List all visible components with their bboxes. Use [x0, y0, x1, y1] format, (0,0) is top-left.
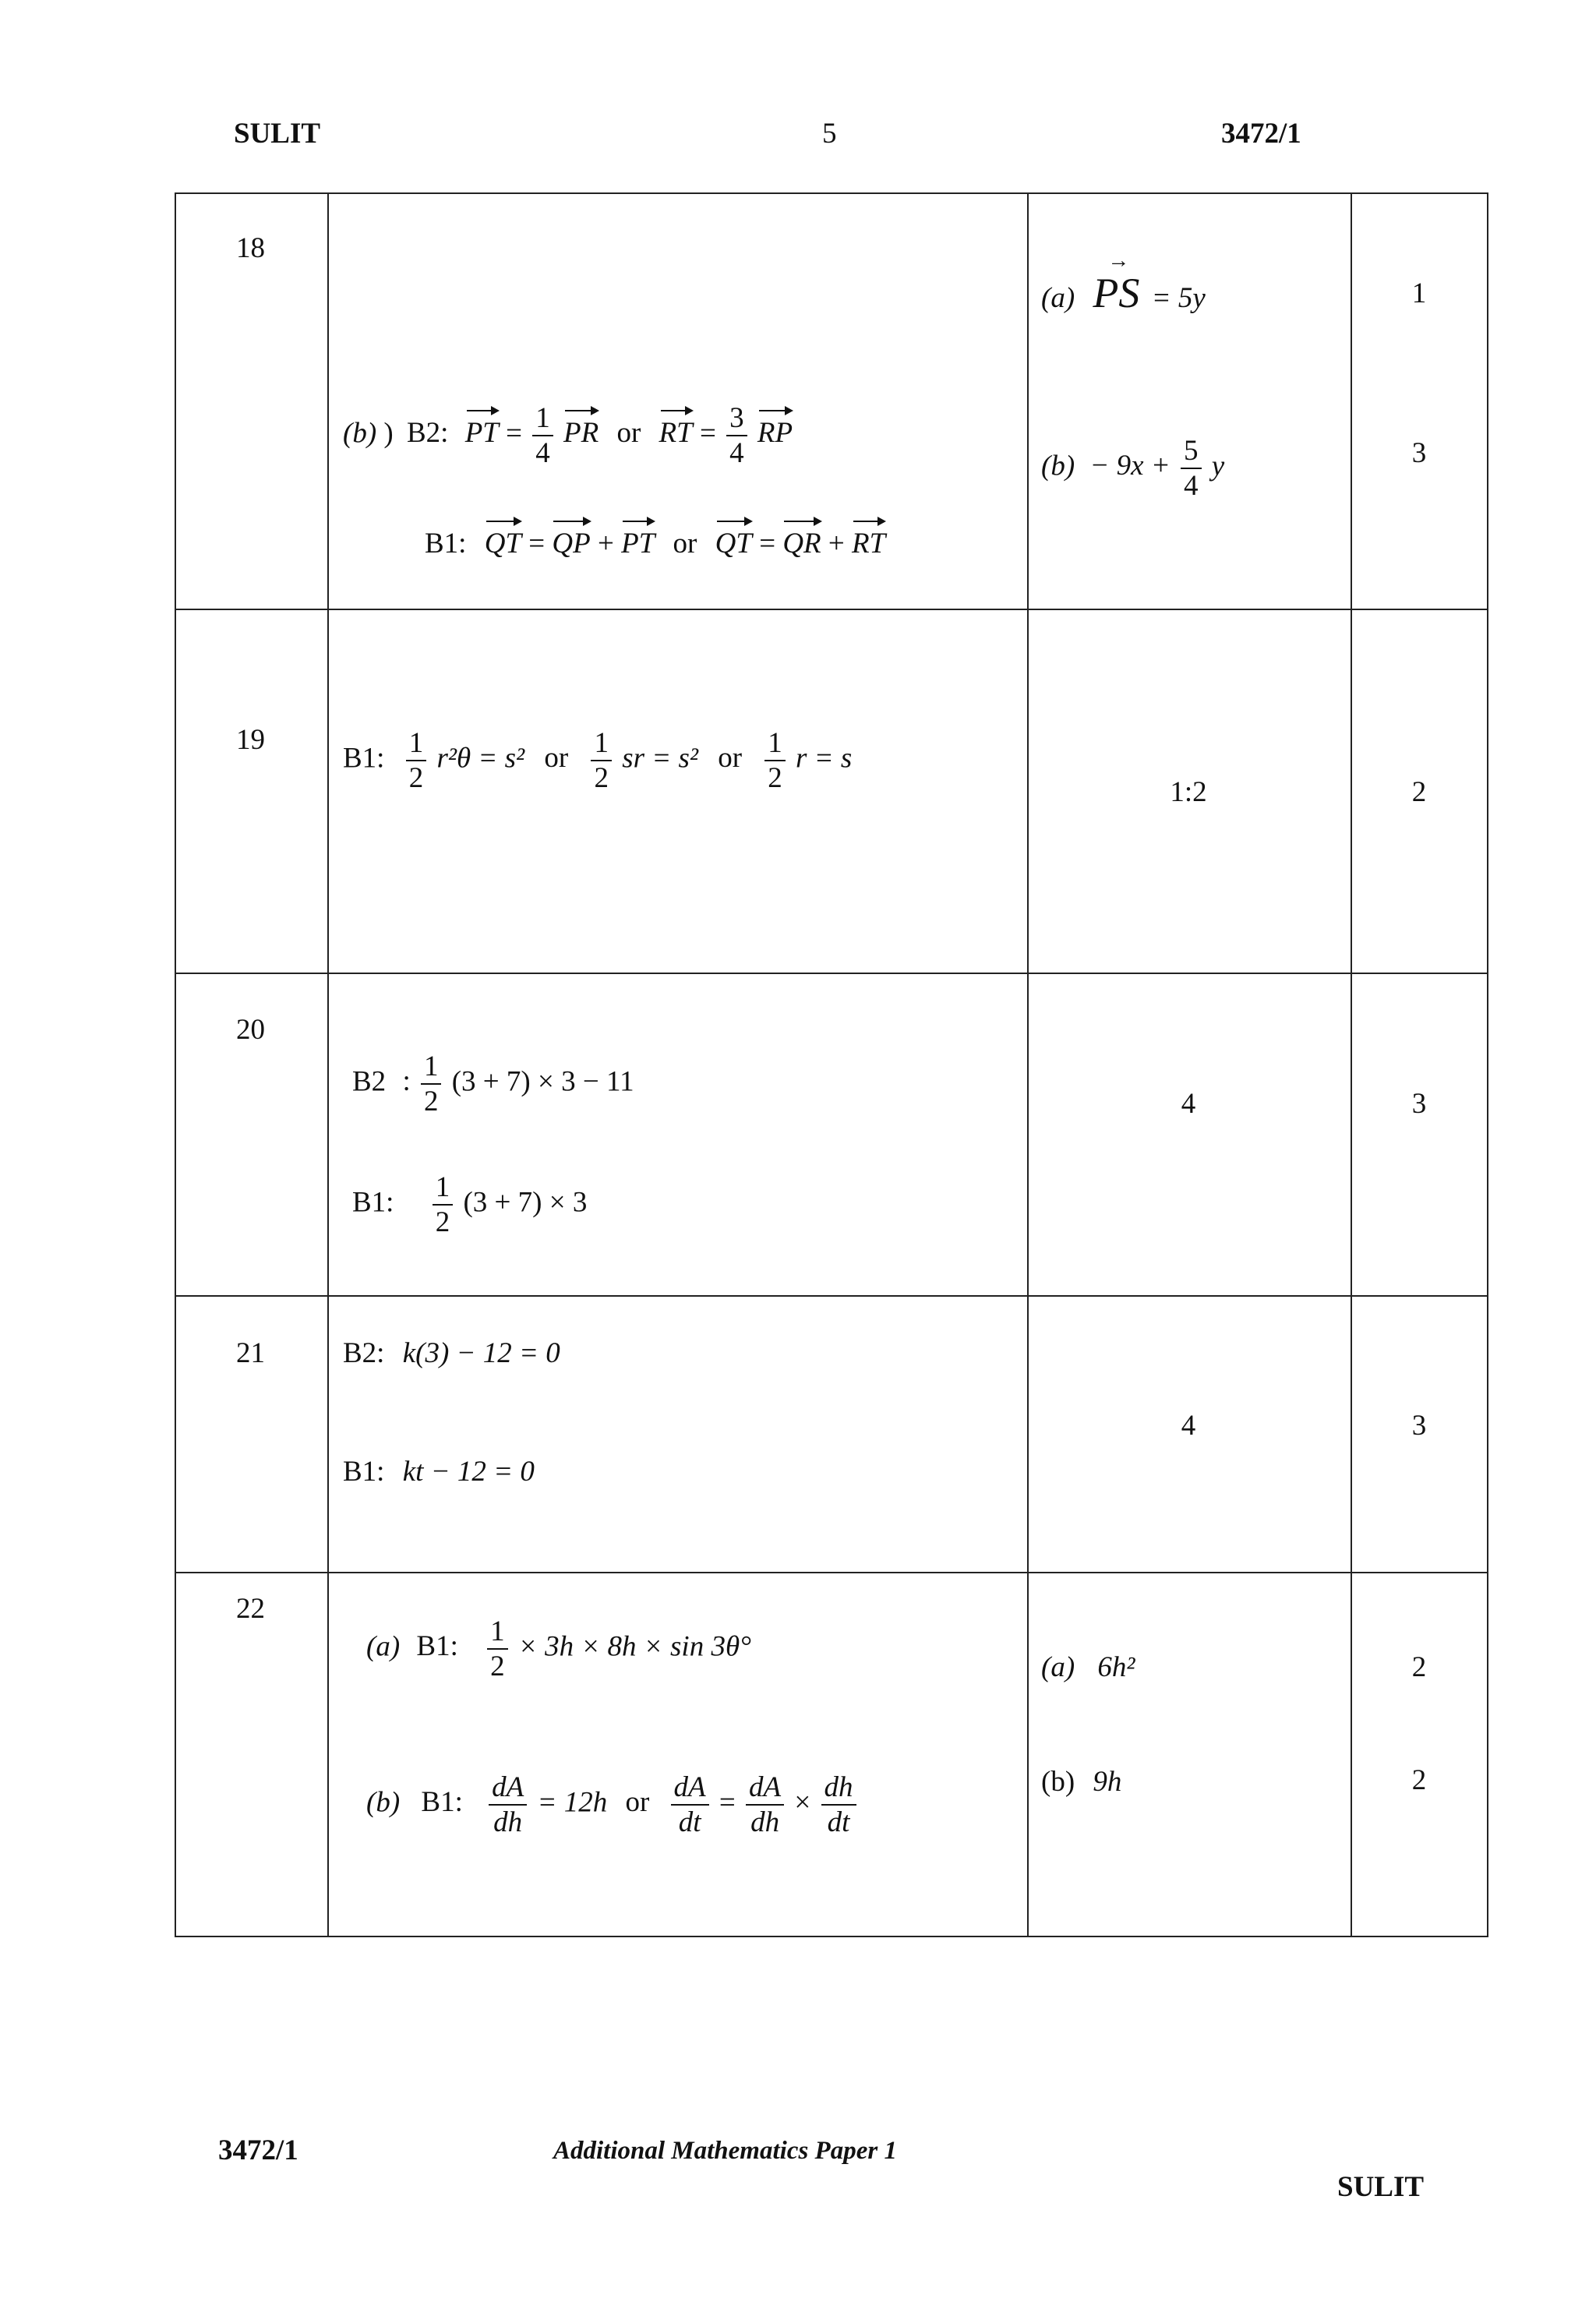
header-sulit: SULIT [234, 118, 321, 150]
answer: 1:2 [1170, 776, 1207, 808]
fraction: $\frac{1}{2}$ [591, 729, 612, 793]
marks: 3 [1411, 1088, 1427, 1120]
fraction: $\frac{1}{2}$ [764, 729, 786, 793]
fraction: $\frac{dh}{dt}$ [821, 1773, 856, 1837]
fraction: $\frac{dA}{dt}$ [671, 1773, 709, 1837]
question-number: 20 [236, 1014, 265, 1046]
marks-a: 2 [1411, 1651, 1427, 1683]
answer-b: (b) − 9x + $\frac{5}{4}$ y [1041, 435, 1225, 502]
footer-sulit: SULIT [1337, 2171, 1425, 2203]
question-number: 19 [236, 724, 265, 756]
marks-b: 3 [1411, 437, 1427, 469]
fraction: $\frac{1}{2}$ [487, 1617, 508, 1681]
fraction: $\frac{5}{4}$ [1181, 436, 1202, 500]
page-number: 5 [822, 118, 837, 150]
question-number: 21 [236, 1337, 265, 1369]
fraction: $\frac{1}{2}$ [433, 1173, 454, 1237]
fraction: $\frac{1}{4}$ [532, 404, 553, 468]
footer-paper-code: 3472/1 [218, 2134, 298, 2166]
header-paper-code: 3472/1 [1221, 118, 1301, 150]
answer-a: (a) 6h² [1041, 1651, 1135, 1683]
question-number: 18 [236, 232, 265, 264]
fraction: $\frac{dA}{dh}$ [746, 1773, 784, 1837]
working-b1: B1: $\frac{1}{2}$ (3 + 7) × 3 [352, 1171, 588, 1238]
marks: 2 [1411, 776, 1427, 808]
working-b-b1: (b) B1: $\frac{dA}{dh}$ = 12h or $\frac{dA}{dt}$ = $\frac{dA}{dh}$ × $\frac{dh}{dt}$ [366, 1773, 860, 1837]
fraction: $\frac{3}{4}$ [726, 404, 747, 468]
question-number: 22 [236, 1593, 265, 1625]
marks-b: 2 [1411, 1764, 1427, 1796]
marks-a: 1 [1411, 277, 1427, 309]
marks: 3 [1411, 1410, 1427, 1442]
working-b-b2: (b) ) B2: PT = $\frac{1}{4}$ PR or RT = $\frac{3}{4}$ RP [343, 402, 793, 469]
answer: 4 [1181, 1410, 1196, 1442]
fraction: $\frac{1}{2}$ [406, 729, 427, 793]
working-b-b1: B1: QT = QP + PT or QT = QR + RT [425, 521, 885, 560]
working-a-b1: (a) B1: $\frac{1}{2}$ × 3h × 8h × sin 3θ° [366, 1615, 751, 1682]
working-b2: B2 : $\frac{1}{2}$ (3 + 7) × 3 − 11 [352, 1050, 634, 1117]
fraction: $\frac{dA}{dh}$ [489, 1773, 527, 1837]
fraction: $\frac{1}{2}$ [421, 1052, 442, 1116]
answer-a: (a) → PS = 5y [1041, 269, 1206, 317]
answer: 4 [1181, 1088, 1196, 1120]
working-b1: B1: $\frac{1}{2}$ r²θ = s² or $\frac{1}{2}$ sr = s² or $\frac{1}{2}$ r = s [343, 727, 853, 794]
footer-title: Additional Mathematics Paper 1 [553, 2137, 897, 2165]
working-b1: B1: kt − 12 = 0 [343, 1456, 535, 1488]
answer-b: (b) 9h [1041, 1766, 1122, 1798]
working-b2: B2: k(3) − 12 = 0 [343, 1337, 560, 1369]
